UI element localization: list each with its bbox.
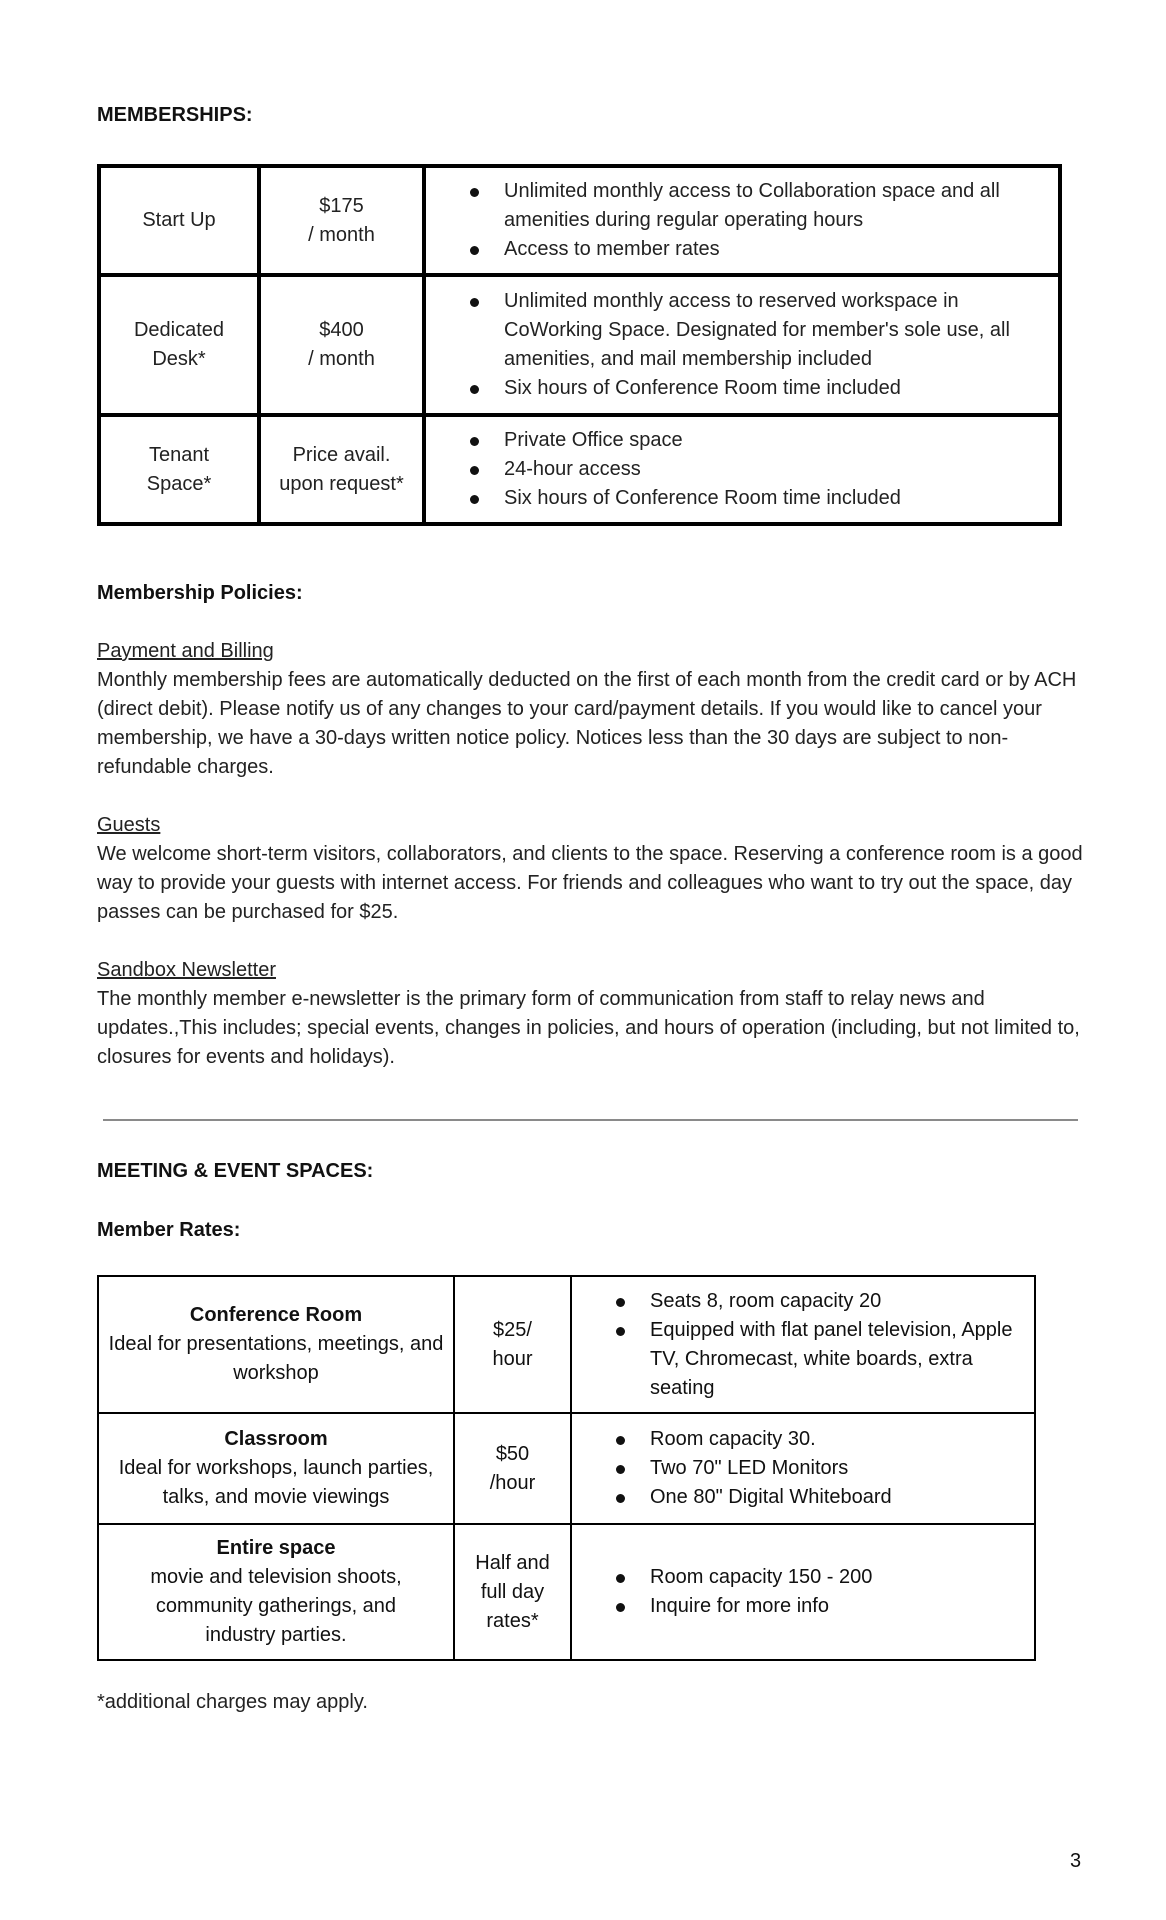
list-item: Seats 8, room capacity 20 <box>650 1287 1024 1316</box>
rate-line: hour <box>492 1347 533 1370</box>
list-item: Private Office space <box>504 426 1048 455</box>
membership-name <box>99 275 259 415</box>
name-line: Dedicated <box>133 319 225 341</box>
page-number: 3 <box>1070 1850 1082 1872</box>
space-info <box>98 1413 454 1524</box>
policy-body: Monthly membership fees are automatically deducted on the first of each month from the credit card or by ACH (direct debit). Please notify us of any changes to your card/payment details. If you would like to cancel your membership, we have a 30-days written notice policy. Notices less than the 30 days are subject to non-refundable charges. <box>97 669 1077 778</box>
table-row <box>98 1524 1035 1660</box>
price-line: upon request* <box>279 472 404 495</box>
space-info <box>98 1524 454 1660</box>
list-item: Access to member rates <box>504 235 1048 264</box>
space-description: movie and television shoots, community gatherings, and industry parties. <box>150 1566 402 1646</box>
membership-features <box>424 275 1060 415</box>
membership-features <box>424 166 1060 275</box>
policies-heading: Membership Policies: <box>97 582 303 604</box>
policy-newsletter <box>97 956 1087 1072</box>
space-description: Ideal for presentations, meetings, and workshop <box>108 1333 444 1384</box>
space-features <box>571 1413 1035 1524</box>
price-line: / month <box>308 223 375 246</box>
list-item: Six hours of Conference Room time included <box>504 484 1048 513</box>
rate-line: /hour <box>489 1471 536 1494</box>
list-item: Unlimited monthly access to reserved workspace in CoWorking Space. Designated for member's sole use, all amenities, and mail membership included <box>504 287 1048 374</box>
table-row <box>99 275 1060 415</box>
space-title: Entire space <box>216 1537 336 1559</box>
rate-line: $25/ <box>493 1318 532 1341</box>
membership-price <box>259 415 424 524</box>
footnote: *additional charges may apply. <box>97 1691 368 1713</box>
name-line: Start Up <box>142 209 216 231</box>
memberships-heading: MEMBERSHIPS: <box>97 104 253 126</box>
section-divider <box>103 1119 1078 1121</box>
space-info <box>98 1276 454 1413</box>
space-title: Classroom <box>224 1428 328 1450</box>
space-rate <box>454 1413 571 1524</box>
list-item: One 80" Digital Whiteboard <box>650 1483 1024 1512</box>
memberships-table <box>97 164 1062 526</box>
price-line: $175 <box>319 194 364 217</box>
membership-name <box>99 166 259 275</box>
list-item: 24-hour access <box>504 455 1048 484</box>
list-item: Two 70" LED Monitors <box>650 1454 1024 1483</box>
policy-guests <box>97 811 1087 927</box>
rate-line: Half and <box>475 1551 550 1574</box>
table-row <box>98 1413 1035 1524</box>
name-line: Tenant <box>148 443 210 466</box>
list-item: Room capacity 150 - 200 <box>650 1563 1024 1592</box>
space-title: Conference Room <box>189 1304 363 1326</box>
price-line: $400 <box>319 319 364 341</box>
policy-title: Sandbox Newsletter <box>97 959 276 981</box>
price-line: / month <box>308 348 375 370</box>
membership-price <box>259 166 424 275</box>
list-item: Inquire for more info <box>650 1592 1024 1621</box>
price-line: Price avail. <box>292 443 391 466</box>
space-description: Ideal for workshops, launch parties, talks, and movie viewings <box>118 1457 434 1508</box>
table-row <box>98 1276 1035 1413</box>
membership-features <box>424 415 1060 524</box>
list-item: Equipped with flat panel television, Apple TV, Chromecast, white boards, extra seating <box>650 1316 1024 1403</box>
membership-price <box>259 275 424 415</box>
name-line: Space* <box>146 472 212 495</box>
space-features <box>571 1276 1035 1413</box>
policy-payment <box>97 637 1087 782</box>
table-row <box>99 166 1060 275</box>
rate-line: rates* <box>486 1609 539 1632</box>
rate-line: $50 <box>495 1442 530 1465</box>
space-rate <box>454 1276 571 1413</box>
policy-title: Payment and Billing <box>97 640 274 662</box>
meeting-spaces-table <box>97 1275 1036 1661</box>
rate-line: full day <box>480 1580 545 1603</box>
policy-body: The monthly member e-newsletter is the primary form of communication from staff to relay news and updates.,This includes; special events, changes in policies, and hours of operation (including, but not limited to, closures for events and holidays). <box>97 988 1080 1068</box>
member-rates-heading: Member Rates: <box>97 1219 241 1241</box>
space-rate <box>454 1524 571 1660</box>
policy-body: We welcome short-term visitors, collaborators, and clients to the space. Reserving a conference room is a good way to provide your guests with internet access. For friends and colleagues who want to try out the space, day passes can be purchased for $25. <box>97 843 1083 923</box>
list-item: Room capacity 30. <box>650 1425 1024 1454</box>
list-item: Unlimited monthly access to Collaboration space and all amenities during regular operating hours <box>504 177 1048 235</box>
membership-name <box>99 415 259 524</box>
table-row <box>99 415 1060 524</box>
space-features <box>571 1524 1035 1660</box>
meeting-heading: MEETING & EVENT SPACES: <box>97 1160 374 1182</box>
policy-title: Guests <box>97 814 161 836</box>
name-line: Desk* <box>152 348 206 370</box>
list-item: Six hours of Conference Room time included <box>504 374 1048 403</box>
